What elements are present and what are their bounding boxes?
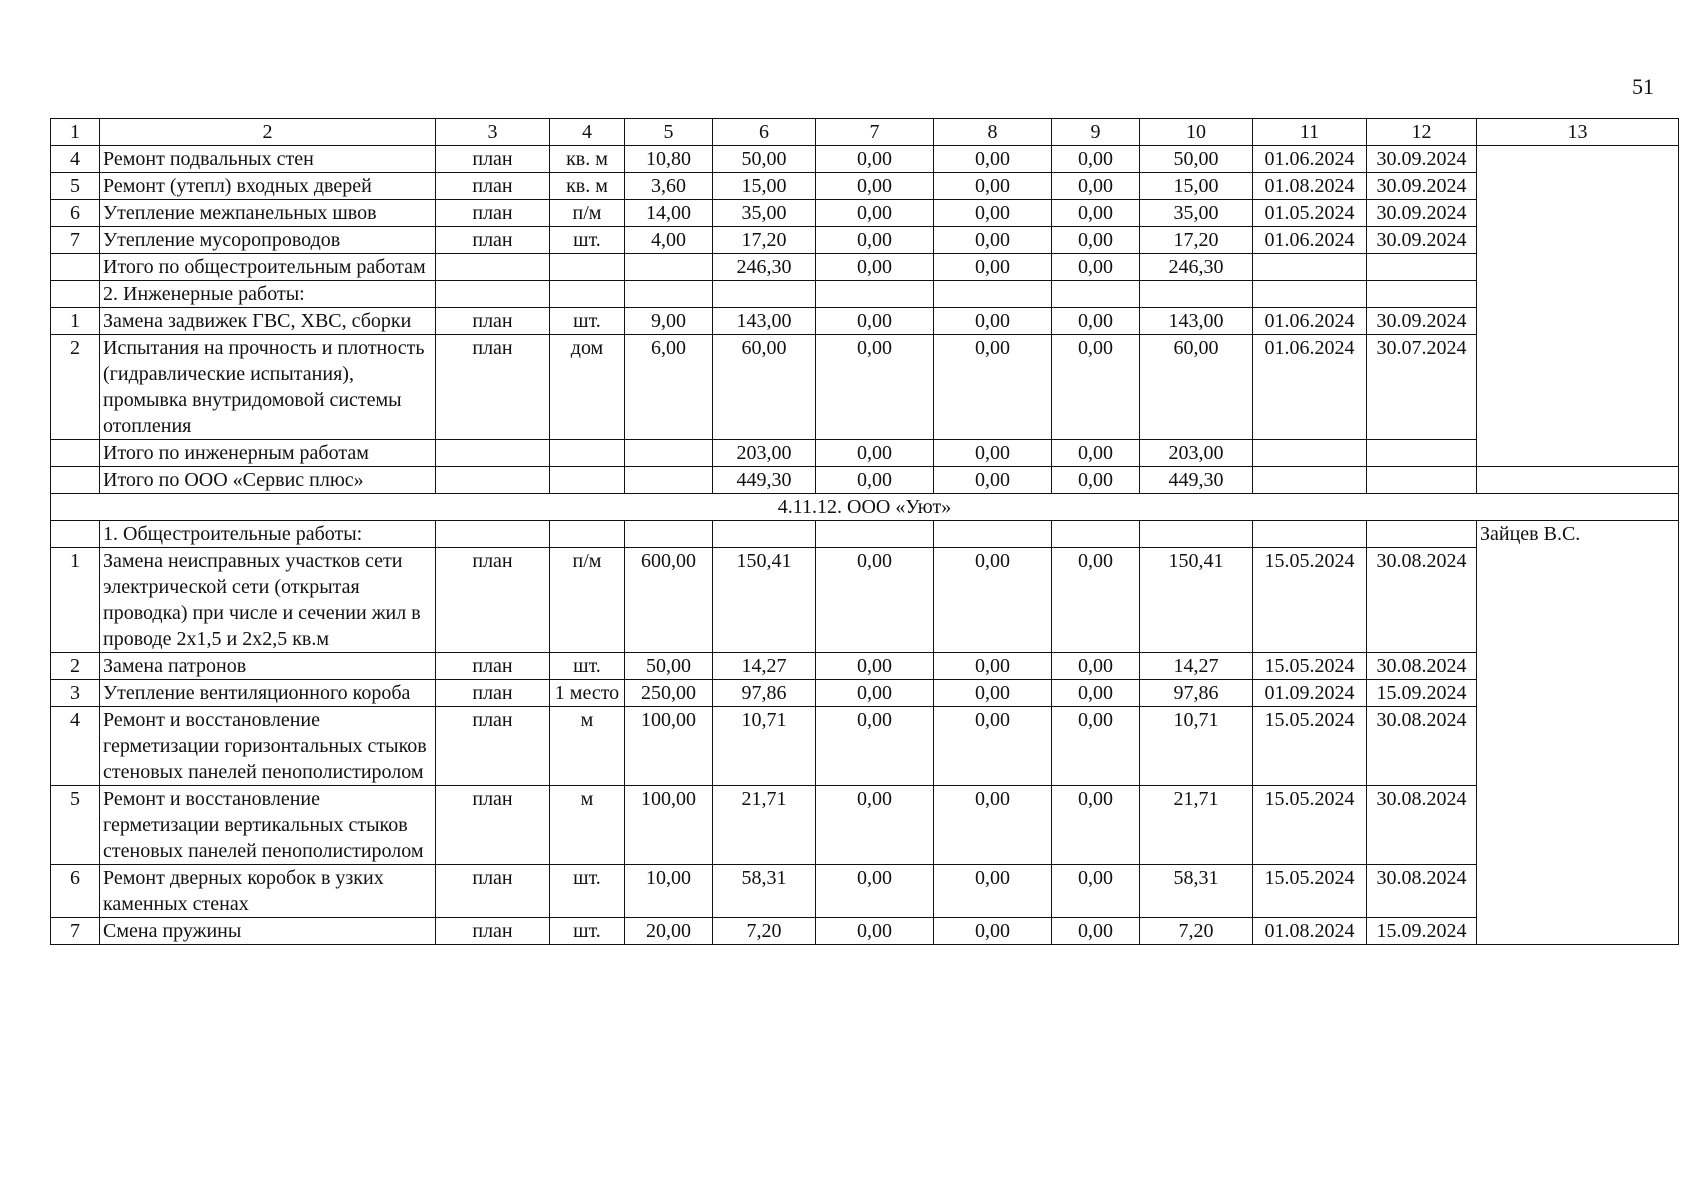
start-date: 01.06.2024: [1253, 146, 1367, 173]
start-date: 15.05.2024: [1253, 865, 1367, 918]
quantity: 14,00: [625, 200, 713, 227]
empty-cell: [550, 281, 625, 308]
work-name: Замена неисправных участков сети электрической сети (открытая проводка) при числе и сечении жил в проводе 2х1,5 и 2х2,5 кв.м: [100, 548, 436, 653]
amount-7: 0,00: [816, 707, 934, 786]
unit: кв. м: [550, 173, 625, 200]
amount-6: 10,71: [713, 707, 816, 786]
amount-7: 0,00: [816, 227, 934, 254]
table-row: [51, 335, 1679, 440]
empty-cell: [1367, 254, 1477, 281]
amount-10: 7,20: [1140, 918, 1253, 945]
amount-6: 60,00: [713, 335, 816, 440]
amount-10: 10,71: [1140, 707, 1253, 786]
empty-cell: [625, 440, 713, 467]
empty-cell: [550, 467, 625, 494]
amount-10: 58,31: [1140, 865, 1253, 918]
amount-9: 0,00: [1052, 173, 1140, 200]
section-row: [51, 521, 1679, 548]
empty-cell: [51, 281, 100, 308]
end-date: 30.08.2024: [1367, 865, 1477, 918]
amount-8: 0,00: [934, 254, 1052, 281]
start-date: 15.05.2024: [1253, 786, 1367, 865]
table-row: [51, 680, 1679, 707]
amount-9: 0,00: [1052, 200, 1140, 227]
row-number: 4: [51, 146, 100, 173]
amount-9: 0,00: [1052, 254, 1140, 281]
start-date: 01.06.2024: [1253, 308, 1367, 335]
unit: м: [550, 707, 625, 786]
subtotal-label: Итого по общестроительным работам: [100, 254, 436, 281]
amount-7: 0,00: [816, 918, 934, 945]
empty-cell: [436, 440, 550, 467]
amount-8: 0,00: [934, 146, 1052, 173]
empty-cell: [625, 281, 713, 308]
header-cell: 12: [1367, 119, 1477, 146]
empty-cell: [550, 254, 625, 281]
work-name: Утепление межпанельных швов: [100, 200, 436, 227]
quantity: 600,00: [625, 548, 713, 653]
row-number: 2: [51, 335, 100, 440]
table-row: [51, 200, 1679, 227]
amount-7: 0,00: [816, 786, 934, 865]
work-name: Замена патронов: [100, 653, 436, 680]
empty-cell: [436, 281, 550, 308]
page-number: 51: [1632, 74, 1654, 99]
quantity: 50,00: [625, 653, 713, 680]
plan-type: план: [436, 173, 550, 200]
end-date: 15.09.2024: [1367, 680, 1477, 707]
amount-6: 203,00: [713, 440, 816, 467]
quantity: 6,00: [625, 335, 713, 440]
plan-type: план: [436, 918, 550, 945]
plan-type: план: [436, 680, 550, 707]
table-row: [51, 548, 1679, 653]
plan-type: план: [436, 653, 550, 680]
work-name: Ремонт и восстановление герметизации вертикальных стыков стеновых панелей пенополистиролом: [100, 786, 436, 865]
amount-6: 7,20: [713, 918, 816, 945]
start-date: 01.06.2024: [1253, 227, 1367, 254]
work-name: Смена пружины: [100, 918, 436, 945]
amount-8: 0,00: [934, 227, 1052, 254]
unit: шт.: [550, 227, 625, 254]
empty-cell: [625, 467, 713, 494]
header-cell: 1: [51, 119, 100, 146]
header-cell: 11: [1253, 119, 1367, 146]
empty-cell: [625, 521, 713, 548]
empty-cell: [816, 521, 934, 548]
empty-cell: [1253, 254, 1367, 281]
work-plan-table: [50, 118, 1679, 945]
plan-type: план: [436, 548, 550, 653]
subtotal-row: [51, 254, 1679, 281]
unit: шт.: [550, 653, 625, 680]
end-date: 30.09.2024: [1367, 146, 1477, 173]
amount-7: 0,00: [816, 440, 934, 467]
amount-10: 449,30: [1140, 467, 1253, 494]
empty-cell: [550, 440, 625, 467]
plan-type: план: [436, 335, 550, 440]
start-date: 01.08.2024: [1253, 173, 1367, 200]
plan-type: план: [436, 227, 550, 254]
amount-7: 0,00: [816, 200, 934, 227]
plan-type: план: [436, 786, 550, 865]
empty-cell: [934, 521, 1052, 548]
amount-6: 449,30: [713, 467, 816, 494]
amount-10: 17,20: [1140, 227, 1253, 254]
amount-10: 21,71: [1140, 786, 1253, 865]
unit: шт.: [550, 308, 625, 335]
column-number-header: [51, 119, 1679, 146]
amount-6: 150,41: [713, 548, 816, 653]
amount-9: 0,00: [1052, 146, 1140, 173]
header-cell: 8: [934, 119, 1052, 146]
subtotal-label: Итого по инженерным работам: [100, 440, 436, 467]
start-date: 01.09.2024: [1253, 680, 1367, 707]
unit: м: [550, 786, 625, 865]
empty-cell: [1052, 281, 1140, 308]
amount-8: 0,00: [934, 865, 1052, 918]
end-date: 30.09.2024: [1367, 308, 1477, 335]
end-date: 30.08.2024: [1367, 653, 1477, 680]
table-row: [51, 707, 1679, 786]
header-cell: 2: [100, 119, 436, 146]
empty-cell: [1253, 521, 1367, 548]
empty-cell: [625, 254, 713, 281]
start-date: 01.08.2024: [1253, 918, 1367, 945]
table-row: [51, 227, 1679, 254]
subtotal-row: [51, 440, 1679, 467]
amount-6: 97,86: [713, 680, 816, 707]
header-cell: 10: [1140, 119, 1253, 146]
amount-10: 143,00: [1140, 308, 1253, 335]
header-cell: 4: [550, 119, 625, 146]
amount-6: 58,31: [713, 865, 816, 918]
header-cell: 5: [625, 119, 713, 146]
table-row: [51, 865, 1679, 918]
empty-cell: [51, 440, 100, 467]
amount-6: 143,00: [713, 308, 816, 335]
total-row: [51, 467, 1679, 494]
header-cell: 9: [1052, 119, 1140, 146]
responsible-person: Зайцев В.С.: [1477, 521, 1679, 945]
header-cell: 6: [713, 119, 816, 146]
plan-type: план: [436, 200, 550, 227]
quantity: 250,00: [625, 680, 713, 707]
table-row: [51, 653, 1679, 680]
start-date: 15.05.2024: [1253, 653, 1367, 680]
total-label: Итого по ООО «Сервис плюс»: [100, 467, 436, 494]
start-date: 01.06.2024: [1253, 335, 1367, 440]
unit: п/м: [550, 548, 625, 653]
amount-10: 50,00: [1140, 146, 1253, 173]
table-row: [51, 918, 1679, 945]
end-date: 30.08.2024: [1367, 707, 1477, 786]
quantity: 9,00: [625, 308, 713, 335]
amount-10: 15,00: [1140, 173, 1253, 200]
amount-8: 0,00: [934, 308, 1052, 335]
quantity: 3,60: [625, 173, 713, 200]
plan-type: план: [436, 146, 550, 173]
empty-cell: [550, 521, 625, 548]
empty-cell: [51, 521, 100, 548]
amount-8: 0,00: [934, 786, 1052, 865]
end-date: 30.08.2024: [1367, 548, 1477, 653]
empty-cell: [1367, 521, 1477, 548]
responsible-cell: [1477, 146, 1679, 467]
empty-cell: [436, 254, 550, 281]
work-name: Утепление мусоропроводов: [100, 227, 436, 254]
company-title-row: [51, 494, 1679, 521]
amount-9: 0,00: [1052, 440, 1140, 467]
amount-8: 0,00: [934, 680, 1052, 707]
amount-10: 246,30: [1140, 254, 1253, 281]
work-name: Ремонт подвальных стен: [100, 146, 436, 173]
row-number: 4: [51, 707, 100, 786]
empty-cell: [436, 467, 550, 494]
amount-9: 0,00: [1052, 227, 1140, 254]
amount-8: 0,00: [934, 467, 1052, 494]
amount-7: 0,00: [816, 548, 934, 653]
amount-10: 203,00: [1140, 440, 1253, 467]
work-name: Ремонт дверных коробок в узких каменных стенах: [100, 865, 436, 918]
amount-10: 14,27: [1140, 653, 1253, 680]
amount-10: 97,86: [1140, 680, 1253, 707]
end-date: 30.09.2024: [1367, 227, 1477, 254]
amount-9: 0,00: [1052, 548, 1140, 653]
amount-7: 0,00: [816, 653, 934, 680]
amount-8: 0,00: [934, 707, 1052, 786]
amount-7: 0,00: [816, 308, 934, 335]
unit: п/м: [550, 200, 625, 227]
row-number: 5: [51, 173, 100, 200]
amount-9: 0,00: [1052, 786, 1140, 865]
plan-type: план: [436, 308, 550, 335]
amount-7: 0,00: [816, 467, 934, 494]
amount-6: 15,00: [713, 173, 816, 200]
end-date: 15.09.2024: [1367, 918, 1477, 945]
row-number: 6: [51, 200, 100, 227]
amount-9: 0,00: [1052, 653, 1140, 680]
amount-6: 21,71: [713, 786, 816, 865]
empty-cell: [1140, 281, 1253, 308]
table-row: [51, 786, 1679, 865]
empty-cell: [934, 281, 1052, 308]
amount-9: 0,00: [1052, 680, 1140, 707]
amount-9: 0,00: [1052, 918, 1140, 945]
start-date: 15.05.2024: [1253, 548, 1367, 653]
row-number: 3: [51, 680, 100, 707]
amount-9: 0,00: [1052, 335, 1140, 440]
section-row: [51, 281, 1679, 308]
work-name: Ремонт и восстановление герметизации горизонтальных стыков стеновых панелей пенополистиролом: [100, 707, 436, 786]
amount-9: 0,00: [1052, 865, 1140, 918]
unit: шт.: [550, 918, 625, 945]
amount-7: 0,00: [816, 146, 934, 173]
work-name: Ремонт (утепл) входных дверей: [100, 173, 436, 200]
unit: кв. м: [550, 146, 625, 173]
empty-cell: [51, 254, 100, 281]
empty-cell: [1253, 440, 1367, 467]
section-title: 2. Инженерные работы:: [100, 281, 436, 308]
amount-8: 0,00: [934, 200, 1052, 227]
unit: шт.: [550, 865, 625, 918]
empty-cell: [1253, 467, 1367, 494]
amount-8: 0,00: [934, 548, 1052, 653]
empty-cell: [436, 521, 550, 548]
work-name: Испытания на прочность и плотность (гидравлические испытания), промывка внутридомовой системы отопления: [100, 335, 436, 440]
row-number: 1: [51, 308, 100, 335]
unit: 1 место: [550, 680, 625, 707]
quantity: 20,00: [625, 918, 713, 945]
amount-7: 0,00: [816, 335, 934, 440]
work-name: Утепление вентиляционного короба: [100, 680, 436, 707]
amount-8: 0,00: [934, 440, 1052, 467]
amount-7: 0,00: [816, 865, 934, 918]
quantity: 10,80: [625, 146, 713, 173]
empty-cell: [1367, 281, 1477, 308]
amount-6: 17,20: [713, 227, 816, 254]
amount-6: 35,00: [713, 200, 816, 227]
row-number: 6: [51, 865, 100, 918]
header-cell: 13: [1477, 119, 1679, 146]
header-cell: 3: [436, 119, 550, 146]
quantity: 100,00: [625, 707, 713, 786]
start-date: 01.05.2024: [1253, 200, 1367, 227]
empty-cell: [816, 281, 934, 308]
amount-10: 150,41: [1140, 548, 1253, 653]
empty-cell: [1367, 440, 1477, 467]
plan-type: план: [436, 865, 550, 918]
empty-cell: [1140, 521, 1253, 548]
work-name: Замена задвижек ГВС, ХВС, сборки: [100, 308, 436, 335]
plan-type: план: [436, 707, 550, 786]
empty-cell: [1052, 521, 1140, 548]
empty-cell: [51, 467, 100, 494]
quantity: 100,00: [625, 786, 713, 865]
amount-10: 60,00: [1140, 335, 1253, 440]
empty-cell: [713, 521, 816, 548]
quantity: 10,00: [625, 865, 713, 918]
empty-cell: [1253, 281, 1367, 308]
table-row: [51, 308, 1679, 335]
table-row: [51, 173, 1679, 200]
empty-cell: [1477, 467, 1679, 494]
amount-10: 35,00: [1140, 200, 1253, 227]
amount-9: 0,00: [1052, 707, 1140, 786]
amount-6: 14,27: [713, 653, 816, 680]
row-number: 2: [51, 653, 100, 680]
amount-7: 0,00: [816, 173, 934, 200]
end-date: 30.07.2024: [1367, 335, 1477, 440]
amount-8: 0,00: [934, 653, 1052, 680]
end-date: 30.09.2024: [1367, 173, 1477, 200]
end-date: 30.09.2024: [1367, 200, 1477, 227]
amount-9: 0,00: [1052, 308, 1140, 335]
empty-cell: [1367, 467, 1477, 494]
amount-7: 0,00: [816, 680, 934, 707]
row-number: 7: [51, 227, 100, 254]
row-number: 7: [51, 918, 100, 945]
amount-8: 0,00: [934, 918, 1052, 945]
amount-6: 246,30: [713, 254, 816, 281]
start-date: 15.05.2024: [1253, 707, 1367, 786]
quantity: 4,00: [625, 227, 713, 254]
section-title: 1. Общестроительные работы:: [100, 521, 436, 548]
amount-7: 0,00: [816, 254, 934, 281]
row-number: 1: [51, 548, 100, 653]
end-date: 30.08.2024: [1367, 786, 1477, 865]
amount-8: 0,00: [934, 173, 1052, 200]
header-cell: 7: [816, 119, 934, 146]
company-title: 4.11.12. ООО «Уют»: [51, 494, 1679, 521]
unit: дом: [550, 335, 625, 440]
amount-9: 0,00: [1052, 467, 1140, 494]
amount-6: 50,00: [713, 146, 816, 173]
amount-8: 0,00: [934, 335, 1052, 440]
row-number: 5: [51, 786, 100, 865]
table-row: [51, 146, 1679, 173]
empty-cell: [713, 281, 816, 308]
